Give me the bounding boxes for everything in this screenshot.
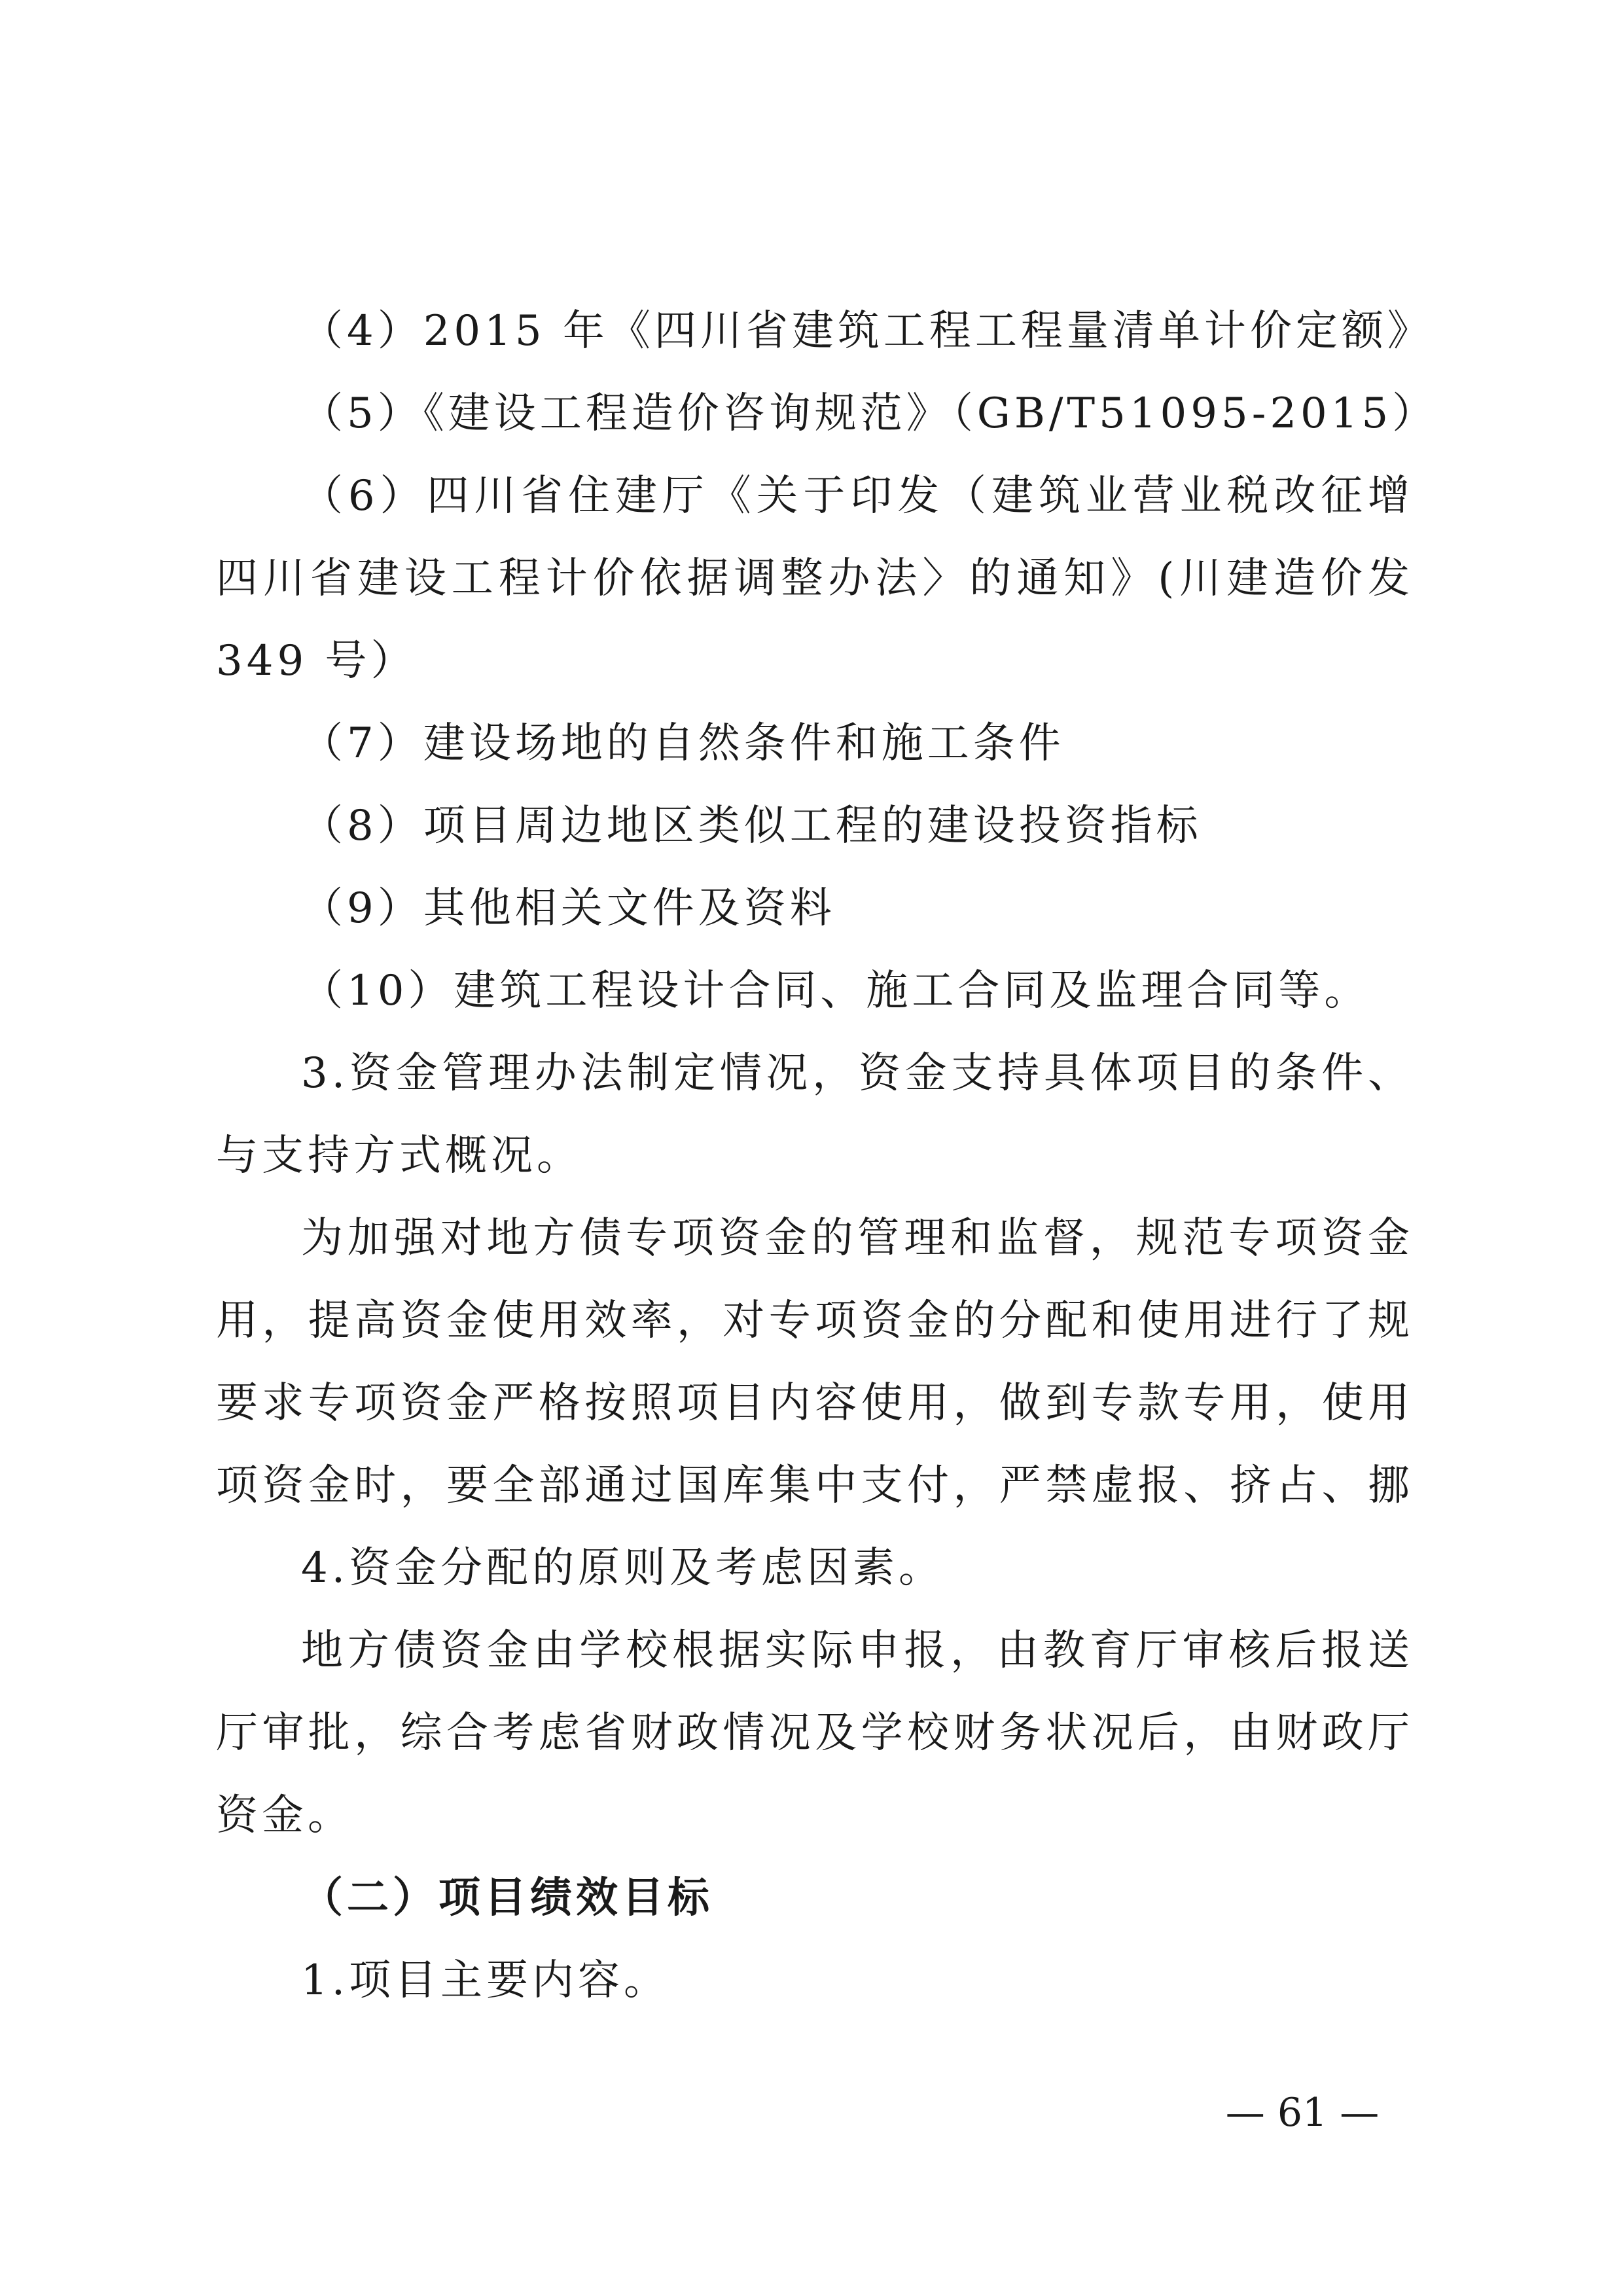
text-line-17: 地方债资金由学校根据实际申报，由教育厅审核后报送 [301, 1626, 1414, 1675]
section-heading: （二）项目绩效目标 [301, 1873, 713, 1922]
text-line-13: 用，提高资金使用效率，对专项资金的分配和使用进行了规 [216, 1297, 1414, 1345]
text-line-14: 要求专项资金严格按照项目内容使用，做到专款专用，使用 [216, 1379, 1414, 1427]
text-line-16: 4.资金分配的原则及考虑因素。 [301, 1544, 945, 1592]
text-line-4: 四川省建设工程计价依据调整办法〉的通知》(川建造价发 [216, 554, 1414, 603]
text-line-3: （6）四川省住建厅《关于印发（建筑业营业税改征增 [301, 472, 1414, 520]
text-line-10: 3.资金管理办法制定情况，资金支持具体项目的条件、 [301, 1049, 1414, 1098]
text-line-1: （4）2015 年《四川省建筑工程工程量清单计价定额》 [301, 307, 1433, 355]
text-line-18: 厅审批，综合考虑省财政情况及学校财务状况后，由财政厅 [216, 1709, 1414, 1757]
text-line-11: 与支持方式概况。 [216, 1132, 582, 1180]
text-line-19: 资金。 [216, 1791, 353, 1840]
text-line-15: 项资金时，要全部通过国库集中支付，严禁虚报、挤占、挪 [216, 1462, 1414, 1510]
text-line-7: （8）项目周边地区类似工程的建设投资指标 [301, 802, 1202, 850]
text-line-21: 1.项目主要内容。 [301, 1956, 670, 2005]
text-line-12: 为加强对地方债专项资金的管理和监督，规范专项资金 [301, 1214, 1414, 1263]
text-line-8: （9）其他相关文件及资料 [301, 884, 836, 933]
text-line-6: （7）建设场地的自然条件和施工条件 [301, 719, 1065, 768]
text-line-2: （5）《建设工程造价咨询规范》（GB/T51095-2015） [301, 389, 1438, 438]
text-line-9: （10）建筑工程设计合同、施工合同及监理合同等。 [301, 967, 1370, 1015]
page-number: — 61 — [1225, 2090, 1380, 2136]
text-line-5: 349 号） [216, 637, 417, 685]
